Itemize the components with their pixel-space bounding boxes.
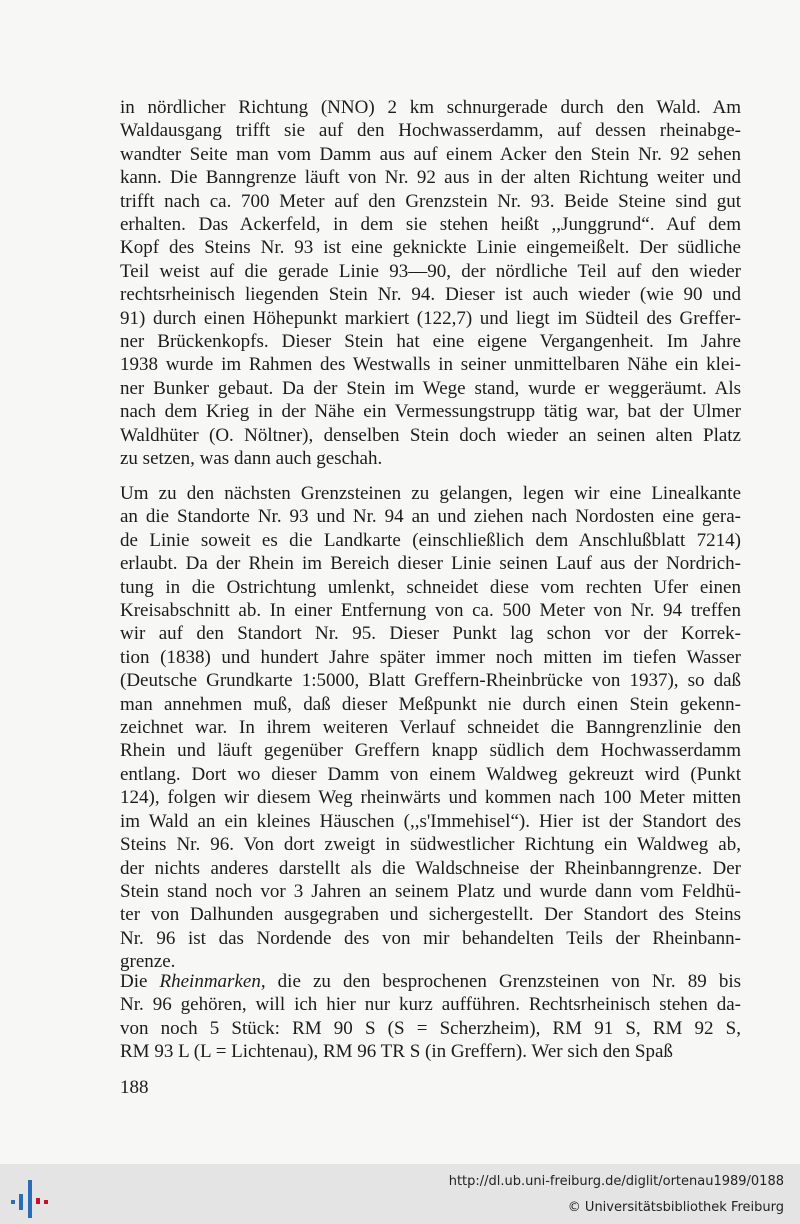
text-line: der nichts anderes darstellt als die Waldschneise der Rheinbanngrenze. Der (120, 857, 741, 879)
footer-bar (0, 1164, 800, 1224)
text-line: rechtsrheinisch liegenden Stein Nr. 94. Dieser ist auch wieder (wie 90 und (120, 284, 741, 306)
text-line: nach dem Krieg in der Nähe ein Vermessungstrupp tätig war, bat der Ulmer (120, 401, 741, 423)
text-line: Nr. 96 gehören, will ich hier nur kurz aufführen. Rechtsrheinisch stehen da- (120, 994, 741, 1016)
text-line: Die Rheinmarken, die zu den besprochenen Grenzsteinen von Nr. 89 bis (120, 971, 741, 992)
paragraph-3 (120, 970, 741, 1064)
text-line: tion (1838) und hundert Jahre später immer noch mitten im tiefen Wasser (120, 646, 741, 668)
text-line: Rhein und läuft gegenüber Greffern knapp südlich dem Hochwasserdamm (120, 740, 741, 762)
text-line: grenze. (120, 951, 176, 973)
text-line: Kopf des Steins Nr. 93 ist eine geknickte Linie eingemeißelt. Der südliche (120, 237, 741, 259)
text-line: in nördlicher Richtung (NNO) 2 km schnurgerade durch den Wald. Am (120, 97, 741, 118)
text-line: man annehmen muß, daß dieser Meßpunkt nie durch einen Stein gekenn- (120, 693, 741, 715)
text-line: zu setzen, was dann auch geschah. (120, 448, 383, 470)
text-line: Stein stand noch vor 3 Jahren an seinem Platz und wurde dann vom Feldhü- (120, 880, 741, 902)
text-line: ner Bunker gebaut. Da der Stein im Wege stand, wurde er weggeräumt. Als (120, 377, 741, 399)
text-line: Nr. 96 ist das Nordende des von mir behandelten Teils der Rheinbann- (120, 927, 741, 949)
source-url[interactable]: http://dl.ub.uni-freiburg.de/diglit/ortenau1989/0188 (448, 1174, 784, 1189)
text-line: de Linie soweit es die Landkarte (einschließlich dem Anschlußblatt 7214) (120, 529, 741, 551)
text-line: wir auf den Standort Nr. 95. Dieser Punkt lag schon vor der Korrek- (120, 623, 741, 645)
text-line: erhalten. Das Ackerfeld, in dem sie stehen heißt ,,Junggrund“. Auf dem (120, 214, 741, 236)
text-line: Um zu den nächsten Grenzsteinen zu gelangen, legen wir eine Linealkante (120, 483, 741, 504)
text-line: an die Standorte Nr. 93 und Nr. 94 an und ziehen nach Nordosten eine gera- (120, 506, 741, 528)
text-line: 1938 wurde im Rahmen des Westwalls in seiner unmittelbaren Nähe ein klei- (120, 354, 741, 376)
text-line: von noch 5 Stück: RM 90 S (S = Scherzheim), RM 91 S, RM 92 S, (120, 1017, 741, 1039)
text-line: entlang. Dort wo dieser Damm von einem Waldweg gekreuzt wird (Punkt (120, 763, 741, 785)
text-line: 91) durch einen Höhepunkt markiert (122,7) und liegt im Südteil des Greffer- (120, 307, 741, 329)
copyright-notice: © Universitätsbibliothek Freiburg (567, 1200, 784, 1215)
text-line: zeichnet war. In ihrem weiteren Verlauf schneidet die Banngrenzlinie den (120, 717, 741, 739)
text-line: ner Brückenkopfs. Dieser Stein hat eine eigene Vergangenheit. Im Jahre (120, 331, 741, 353)
text-line: tung in die Ostrichtung umlenkt, schneidet diese vom rechten Ufer einen (120, 576, 741, 598)
text-line: ter von Dalhunden ausgegraben und sichergestellt. Der Standort des Steins (120, 904, 741, 926)
text-line: Waldausgang trifft sie auf den Hochwasserdamm, auf dessen rheinabge- (120, 120, 741, 142)
paragraph-1 (120, 96, 741, 471)
text-line: (Deutsche Grundkarte 1:5000, Blatt Greffern-Rheinbrücke von 1937), so daß (120, 670, 741, 692)
text-line: wandter Seite man vom Damm aus auf einem Acker den Stein Nr. 92 sehen (120, 143, 741, 165)
text-line: Kreisabschnitt ab. In einer Entfernung von ca. 500 Meter von Nr. 94 treffen (120, 600, 741, 622)
ub-freiburg-logo-icon (8, 1176, 52, 1220)
text-line: im Wald an ein kleines Häuschen (,,s'Immehisel“). Hier ist der Standort des (120, 810, 741, 832)
text-line: trifft nach ca. 700 Meter auf den Grenzstein Nr. 93. Beide Steine sind gut (120, 190, 741, 212)
text-line: RM 93 L (L = Lichtenau), RM 96 TR S (in Greffern). Wer sich den Spaß (120, 1041, 673, 1063)
text-line: Teil weist auf die gerade Linie 93—90, der nördliche Teil auf den wieder (120, 260, 741, 282)
paragraph-2 (120, 482, 741, 974)
text-line: kann. Die Banngrenze läuft von Nr. 92 aus in der alten Richtung weiter und (120, 167, 741, 189)
text-line: Steins Nr. 96. Von dort zweigt in südwestlicher Richtung ein Waldweg ab, (120, 834, 741, 856)
text-line: 124), folgen wir diesem Weg rheinwärts und kommen nach 100 Meter mitten (120, 787, 741, 809)
page-number: 188 (120, 1077, 149, 1098)
text-line: Waldhüter (O. Nöltner), denselben Stein doch wieder an seinen alten Platz (120, 424, 741, 446)
text-line: erlaubt. Da der Rhein im Bereich dieser Linie seinen Lauf aus der Nordrich- (120, 553, 741, 575)
